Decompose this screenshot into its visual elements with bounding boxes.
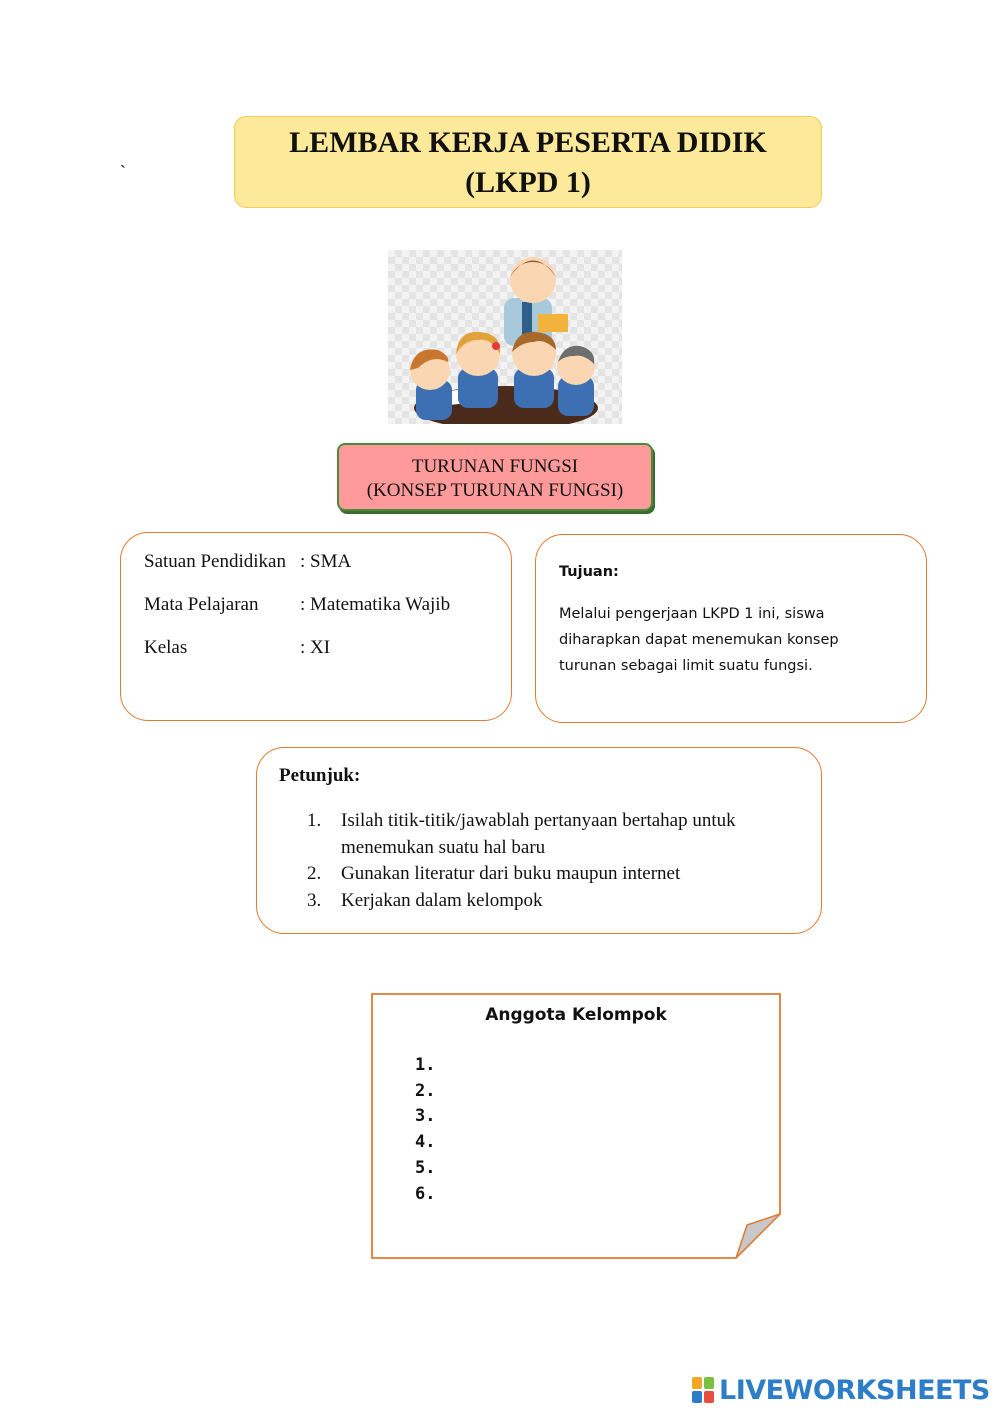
group-members-list <box>415 1053 435 1207</box>
objective-text: Melalui pengerjaan LKPD 1 ini, siswa diharapkan dapat menemukan konsep turunan sebagai limit suatu fungsi. <box>559 606 839 674</box>
logo-block <box>692 1377 702 1389</box>
teacher-head <box>510 257 556 303</box>
child-2-bow <box>492 342 500 350</box>
topic-line-1: TURUNAN FUNGSI <box>411 456 579 477</box>
info-value: : XI <box>300 637 331 658</box>
logo-block <box>704 1377 714 1389</box>
logo-block <box>692 1391 702 1403</box>
group-members-note <box>371 993 781 1260</box>
liveworksheets-wordmark: LIVEWORKSHEETS <box>719 1374 990 1406</box>
instruction-number: 3. <box>307 889 322 911</box>
title-line-2: (LKPD 1) <box>465 166 591 199</box>
info-label: Mata Pelajaran <box>144 594 259 615</box>
member-slot-2[interactable]: 2. <box>415 1080 436 1101</box>
instruction-item <box>307 861 787 888</box>
objective-box <box>535 534 927 723</box>
info-label: Satuan Pendidikan <box>144 551 286 572</box>
liveworksheets-logo <box>692 1372 992 1408</box>
instructions-heading: Petunjuk: <box>279 765 361 786</box>
instruction-item <box>307 888 787 915</box>
member-slot-5[interactable]: 5. <box>415 1157 436 1178</box>
info-value: : SMA <box>300 551 352 572</box>
logo-block <box>704 1391 714 1403</box>
info-label: Kelas <box>144 637 188 658</box>
member-slot-3[interactable]: 3. <box>415 1106 436 1127</box>
liveworksheets-logo-icon <box>692 1377 714 1403</box>
school-info-box <box>120 532 512 721</box>
info-row-satuan <box>144 551 351 573</box>
topic-line-2: (KONSEP TURUNAN FUNGSI) <box>366 480 624 501</box>
worksheet-title-box <box>234 116 822 208</box>
topic-box <box>337 443 653 511</box>
instruction-number: 2. <box>307 863 322 884</box>
instructions-box <box>256 747 822 934</box>
instruction-text: Kerjakan dalam kelompok <box>341 889 543 911</box>
objective-heading: Tujuan: <box>559 564 619 580</box>
info-row-kelas <box>144 637 330 659</box>
instruction-text: Gunakan literatur dari buku maupun internet <box>341 863 681 884</box>
instruction-item <box>307 808 787 861</box>
instruction-text: Isilah titik-titik/jawablah pertanyaan bertahap untuk menemukan suatu hal baru <box>341 810 736 858</box>
instruction-number: 1. <box>307 810 322 831</box>
member-slot-1[interactable]: 1. <box>415 1055 436 1075</box>
member-slot-6[interactable]: 6. <box>415 1183 436 1204</box>
info-value: : Matematika Wajib <box>300 594 451 615</box>
member-slot-4[interactable]: 4. <box>415 1132 436 1153</box>
stray-mark: ` <box>120 162 126 182</box>
classroom-illustration-art <box>388 250 622 424</box>
instructions-list <box>307 808 787 914</box>
title-line-1: LEMBAR KERJA PESERTA DIDIK <box>289 126 767 159</box>
group-members-title: Anggota Kelompok <box>485 1005 667 1025</box>
classroom-illustration <box>388 250 622 424</box>
teacher-book <box>538 314 568 332</box>
info-row-mapel <box>144 594 450 616</box>
